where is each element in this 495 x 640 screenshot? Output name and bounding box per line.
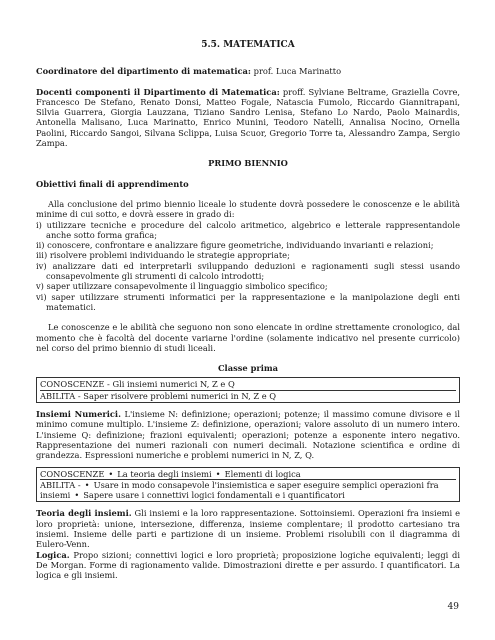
knowledge-box-sets-logic xyxy=(36,467,460,503)
list-item: v) saper utilizzare consapevolmente il linguaggio simbolico specifico; xyxy=(36,281,328,292)
bullet-icon: • xyxy=(215,468,221,479)
list-item: ii) conoscere, confrontare e analizzare figure geometriche, individuando invarianti e relazioni; xyxy=(36,240,434,251)
objectives-intro: Alla conclusione del primo biennio liceale lo studente dovrà possedere le conoscenze e le abilità minime di cui sotto, e dovrà essere in grado di: xyxy=(36,198,460,220)
coordinator-line xyxy=(36,66,460,76)
teachers-paragraph xyxy=(36,87,460,149)
box-item: Usare in modo consapevole l'insiemistica e saper eseguire semplici operazioni fra insiemi xyxy=(40,479,439,501)
coordinator-value: prof. Luca Marinatto xyxy=(251,66,342,77)
list-item: i) utilizzare tecniche e procedure del calcolo aritmetico, algebrico e letterale rappresentandole anche sotto forma grafica; xyxy=(36,219,460,240)
objectives-list xyxy=(36,220,460,313)
box-row-conoscenze: CONOSCENZE - Gli insiemi numerici N, Z e Q xyxy=(40,379,235,390)
logic-paragraph xyxy=(36,550,460,581)
logic-text: Propo sizioni; connettivi logici e loro proprietà; proposizione logiche equivalenti; leggi di De Morgan. Forme di ragionamento valide. Dimostrazioni dirette e per assurdo. I quantificatori. La logica e gli insiemi. xyxy=(36,549,460,581)
list-item: iv) analizzare dati ed interpretarli sviluppando deduzioni e ragionamenti sugli stessi usando consapevolmente gli strumenti di calcolo introdotti; xyxy=(36,260,460,282)
list-item: vi) saper utilizzare strumenti informatici per la rappresentazione e la manipolazione degli enti matematici. xyxy=(36,291,460,312)
set-theory-label: Teoria degli insiemi. xyxy=(36,508,132,519)
teachers-label: Docenti componenti il Dipartimento di Matematica: xyxy=(36,86,280,97)
page-number: 49 xyxy=(447,602,459,612)
page-content xyxy=(36,40,460,580)
numeric-sets-label: Insiemi Numerici. xyxy=(36,409,121,420)
numeric-sets-paragraph xyxy=(36,409,460,460)
classe-prima-heading: Classe prima xyxy=(217,363,279,374)
bullet-icon: • xyxy=(74,490,80,501)
list-item: iii) risolvere problemi individuando le strategie appropriate; xyxy=(36,250,290,261)
box-row-conoscenze xyxy=(40,469,456,479)
box-item: La teoria degli insiemi xyxy=(117,468,212,479)
box-label: CONOSCENZE xyxy=(40,468,105,479)
box-label: ABILITA - xyxy=(40,479,81,490)
box-row-abilita: ABILITA - Saper risolvere problemi numerici in N, Z e Q xyxy=(40,390,456,401)
bullet-icon: • xyxy=(84,479,90,490)
box-item: Sapere usare i connettivi logici fondamentali e i quantificatori xyxy=(83,490,345,501)
objectives-heading: Obiettivi finali di apprendimento xyxy=(36,178,189,189)
set-theory-text: Gli insiemi e la loro rappresentazione. Sottoinsiemi. Operazioni fra insiemi e loro proprietà: unione, intersezione, differenza, insieme complentare; il prodotto cartesiano tra insiemi. Insieme delle parti e partizione di un insieme. Problemi risolubili con il diagramma di Eulero-Venn. xyxy=(36,508,460,550)
order-note: Le conoscenze e le abilità che seguono non sono elencate in ordine strettamente cronologico, dal momento che è facoltà del docente variarne l'ordine (solamente indicativo nel presente curricolo) nel corso del primo biennio di studi liceali. xyxy=(36,322,460,353)
coordinator-label: Coordinatore del dipartimento di matematica: xyxy=(36,66,251,77)
logic-label: Logica. xyxy=(36,549,70,560)
box-item: Elementi di logica xyxy=(224,468,301,479)
box-row-abilita xyxy=(40,479,456,501)
primo-biennio-heading: PRIMO BIENNIO xyxy=(208,158,288,169)
numeric-sets-text: L'insieme N: definizione; operazioni; potenze; il massimo comune divisore e il minimo comune multiplo. L'insieme Z: definizione, operazioni; valore assoluto di un numero intero. L'insieme Q: definizione; frazioni equivalenti; operazioni; potenze a esponente intero negativo. Rappresentazione dei numeri razionali con numeri decimali. Notazione scientifica e ordine di grandezza. Espressioni numeriche e problemi numerici in N, Z, Q. xyxy=(36,409,460,461)
section-title: 5.5. MATEMATICA xyxy=(201,40,295,50)
bullet-icon: • xyxy=(108,468,114,479)
knowledge-box-numeric-sets xyxy=(36,377,460,403)
set-theory-paragraph xyxy=(36,508,460,549)
teachers-value: proff. Sylviane Beltrame, Graziella Covre, Francesco De Stefano, Renato Donsi, Matteo Fogale, Natascia Fumolo, Riccardo Giannitrapani, Silvia Guarrera, Giorgia Lauzzana, Tiziano Sandro Lenisa, Stefano Lo Nardo, Paolo Mainardis, Antonella Malisano, Luca Marinatto, Enrico Munini, Teodoro Natelli, Annalisa Nocino, Ornella Paolini, Riccardo Sangoi, Silvana Sclippa, Luisa Scuor, Gregorio Torre ta, Alessandro Zampa, Sergio Zampa. xyxy=(36,86,460,149)
